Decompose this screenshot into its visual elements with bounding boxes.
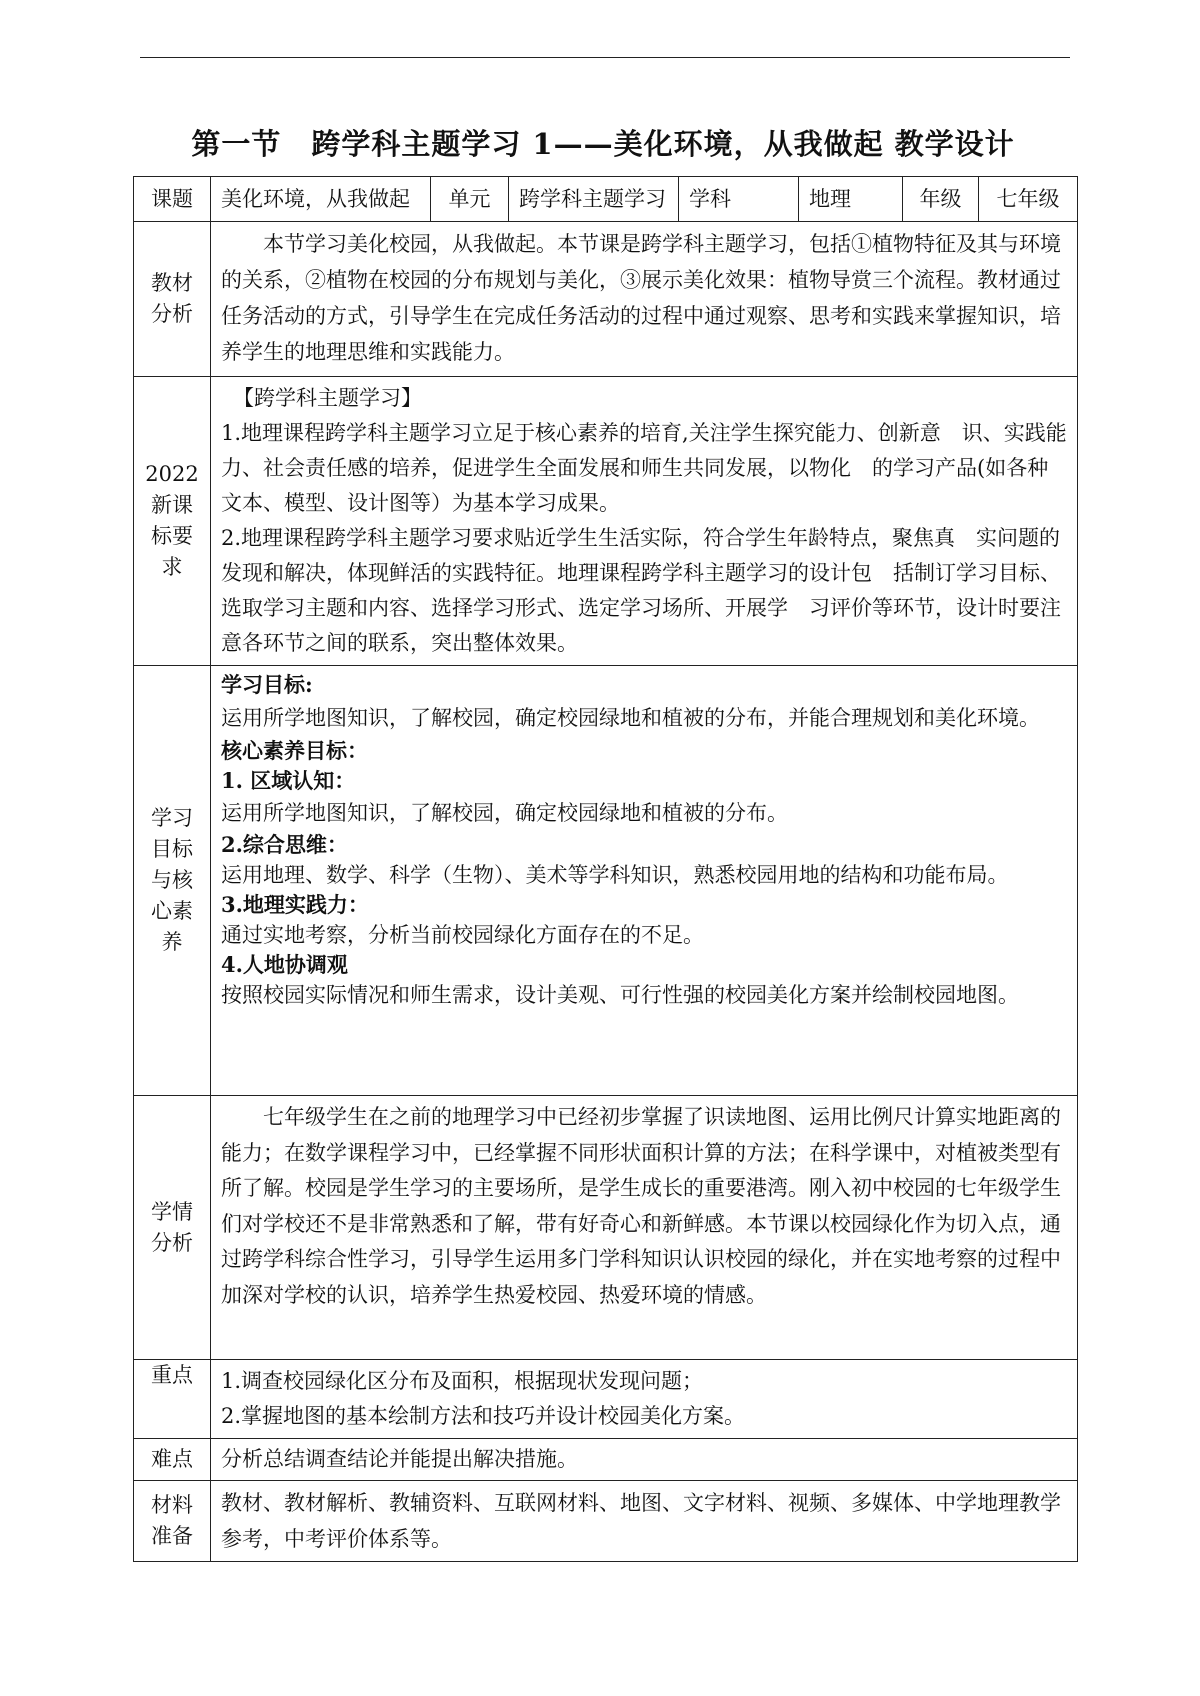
core-item-1-heading: 1. 区域认知： [221, 768, 356, 793]
materials-label: 材料 准备 [134, 1481, 211, 1562]
topic-value: 美化环境，从我做起 [211, 177, 431, 222]
core-item-4-text: 按照校园实际情况和师生需求，设计美观、可行性强的校园美化方案并绘制校园地图。 [221, 983, 1019, 1007]
header-row [134, 177, 1078, 222]
standards-item-1: 1.地理课程跨学科主题学习立足于核心素养的培育,关注学生探究能力、创新意 识、实践能力、社会责任感的培养，促进学生全面发展和师生共同发展，以物化 的学习产品(如各种文本、模型、设计图等）为基本学习成果。 [221, 421, 1067, 515]
objectives-label: 学习 目标 与核 心素 养 [134, 666, 211, 1096]
unit-label: 单元 [431, 177, 509, 222]
materials-cell [211, 1481, 1078, 1562]
goal-heading: 学习目标: [221, 672, 313, 697]
core-item-3-text: 通过实地考察，分析当前校园绿化方面存在的不足。 [221, 923, 704, 947]
key-point-1: 1.调查校园绿化区分布及面积，根据现状发现问题； [221, 1369, 704, 1393]
standards-label: 2022 新课 标要 求 [134, 377, 211, 666]
header-rule [140, 57, 1070, 58]
key-points-row [134, 1360, 1078, 1439]
learner-analysis-cell [211, 1096, 1078, 1360]
textbook-analysis-label: 教材 分析 [134, 222, 211, 377]
difficulty-text: 分析总结调查结论并能提出解决措施。 [221, 1447, 578, 1471]
difficulty-row [134, 1439, 1078, 1481]
textbook-analysis-text: 本节学习美化校园，从我做起。本节课是跨学科主题学习，包括①植物特征及其与环境的关系，②植物在校园的分布规划与美化，③展示美化效果：植物导赏三个流程。教材通过任务活动的方式，引导学生在完成任务活动的过程中通过观察、思考和实践来掌握知识，培养学生的地理思维和实践能力。 [221, 232, 1061, 364]
key-point-2: 2.掌握地图的基本绘制方法和技巧并设计校园美化方案。 [221, 1404, 746, 1428]
materials-text: 教材、教材解析、教辅资料、互联网材料、地图、文字材料、视频、多媒体、中学地理教学参考，中考评价体系等。 [221, 1491, 1061, 1551]
core-item-1-text: 运用所学地图知识，了解校园，确定校园绿地和植被的分布。 [221, 801, 788, 825]
key-points-label: 重点 [134, 1360, 211, 1439]
learner-analysis-row [134, 1096, 1078, 1360]
core-item-3-heading: 3.地理实践力： [221, 892, 369, 917]
subject-value: 地理 [799, 177, 903, 222]
goal-text: 运用所学地图知识，了解校园，确定校园绿地和植被的分布，并能合理规划和美化环境。 [221, 706, 1040, 730]
materials-row [134, 1481, 1078, 1562]
core-item-2-text: 运用地理、数学、科学（生物）、美术等学科知识，熟悉校园用地的结构和功能布局。 [221, 863, 1009, 887]
objectives-row [134, 666, 1078, 1096]
document-title: 第一节 跨学科主题学习 1——美化环境，从我做起 教学设计 [191, 127, 1015, 161]
core-heading: 核心素养目标： [221, 738, 368, 763]
textbook-analysis-row [134, 222, 1078, 377]
grade-label: 年级 [903, 177, 979, 222]
standards-row [134, 377, 1078, 666]
core-item-2-heading: 2.综合思维： [221, 832, 348, 857]
subject-label: 学科 [679, 177, 799, 222]
grade-value: 七年级 [979, 177, 1078, 222]
objectives-cell [211, 666, 1078, 1096]
textbook-analysis-cell [211, 222, 1078, 377]
standards-heading: 【跨学科主题学习】 [233, 386, 422, 410]
unit-value: 跨学科主题学习 [509, 177, 679, 222]
standards-item-2: 2.地理课程跨学科主题学习要求贴近学生生活实际，符合学生年龄特点，聚焦真 实问题的发现和解决，体现鲜活的实践特征。地理课程跨学科主题学习的设计包 括制订学习目标、选取学习主题和内容、选择学习形式、选定学习场所、开展学 习评价等环节，设计时要注意各环节之间的联系，突出整体效果。 [221, 526, 1061, 655]
learner-analysis-text: 七年级学生在之前的地理学习中已经初步掌握了识读地图、运用比例尺计算实地距离的能力；在数学课程学习中，已经掌握不同形状面积计算的方法；在科学课中，对植被类型有所了解。校园是学生学习的主要场所，是学生成长的重要港湾。刚入初中校园的七年级学生们对学校还不是非常熟悉和了解，带有好奇心和新鲜感。本节课以校园绿化作为切入点，通过跨学科综合性学习，引导学生运用多门学科知识认识校园的绿化，并在实地考察的过程中加深对学校的认识，培养学生热爱校园、热爱环境的情感。 [221, 1105, 1061, 1307]
key-points-cell [211, 1360, 1078, 1439]
difficulty-label: 难点 [134, 1439, 211, 1481]
topic-label: 课题 [134, 177, 211, 222]
lesson-plan-table [133, 176, 1078, 1562]
core-item-4-heading: 4.人地协调观 [221, 952, 348, 977]
learner-analysis-label: 学情 分析 [134, 1096, 211, 1360]
standards-cell [211, 377, 1078, 666]
difficulty-cell [211, 1439, 1078, 1481]
